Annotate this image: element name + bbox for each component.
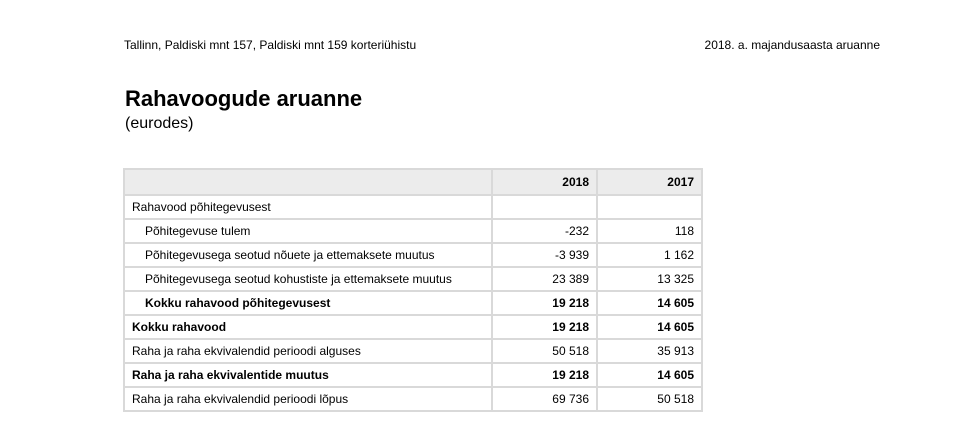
row-label: Raha ja raha ekvivalendid perioodi alguses bbox=[124, 339, 492, 363]
row-value-2017: 14 605 bbox=[597, 363, 702, 387]
row-value-2018: -232 bbox=[492, 219, 597, 243]
cash-flow-table bbox=[123, 168, 703, 412]
row-label: Põhitegevusega seotud nõuete ja ettemaksete muutus bbox=[124, 243, 492, 267]
column-header-2018: 2018 bbox=[492, 169, 597, 195]
row-label: Kokku rahavood põhitegevusest bbox=[124, 291, 492, 315]
table-header-row bbox=[124, 169, 702, 195]
column-header-label bbox=[124, 169, 492, 195]
row-value-2017: 50 518 bbox=[597, 387, 702, 411]
row-label: Raha ja raha ekvivalentide muutus bbox=[124, 363, 492, 387]
row-value-2017: 118 bbox=[597, 219, 702, 243]
row-value-2018 bbox=[492, 195, 597, 219]
row-value-2018: 23 389 bbox=[492, 267, 597, 291]
table-row bbox=[124, 387, 702, 411]
row-label: Põhitegevusega seotud kohustiste ja ettemaksete muutus bbox=[124, 267, 492, 291]
row-value-2017: 13 325 bbox=[597, 267, 702, 291]
table-row bbox=[124, 267, 702, 291]
page-subtitle: (eurodes) bbox=[125, 115, 194, 132]
row-label: Kokku rahavood bbox=[124, 315, 492, 339]
row-value-2017: 14 605 bbox=[597, 291, 702, 315]
table-row bbox=[124, 339, 702, 363]
row-label: Rahavood põhitegevusest bbox=[124, 195, 492, 219]
row-value-2018: 19 218 bbox=[492, 363, 597, 387]
table-row-subtotal bbox=[124, 291, 702, 315]
page-title: Rahavoogude aruanne bbox=[125, 86, 363, 111]
row-value-2017: 1 162 bbox=[597, 243, 702, 267]
document-header-left: Tallinn, Paldiski mnt 157, Paldiski mnt 159 korteriühistu bbox=[124, 38, 417, 52]
row-value-2018: 19 218 bbox=[492, 291, 597, 315]
table-row bbox=[124, 219, 702, 243]
row-value-2018: 50 518 bbox=[492, 339, 597, 363]
column-header-2017: 2017 bbox=[597, 169, 702, 195]
row-value-2017 bbox=[597, 195, 702, 219]
table-row-change bbox=[124, 363, 702, 387]
row-value-2018: 69 736 bbox=[492, 387, 597, 411]
table-row-total bbox=[124, 315, 702, 339]
row-value-2018: 19 218 bbox=[492, 315, 597, 339]
row-value-2017: 14 605 bbox=[597, 315, 702, 339]
row-label: Põhitegevuse tulem bbox=[124, 219, 492, 243]
table-row bbox=[124, 195, 702, 219]
row-value-2017: 35 913 bbox=[597, 339, 702, 363]
table-row bbox=[124, 243, 702, 267]
row-label: Raha ja raha ekvivalendid perioodi lõpus bbox=[124, 387, 492, 411]
row-value-2018: -3 939 bbox=[492, 243, 597, 267]
document-header-right: 2018. a. majandusaasta aruanne bbox=[704, 38, 880, 52]
